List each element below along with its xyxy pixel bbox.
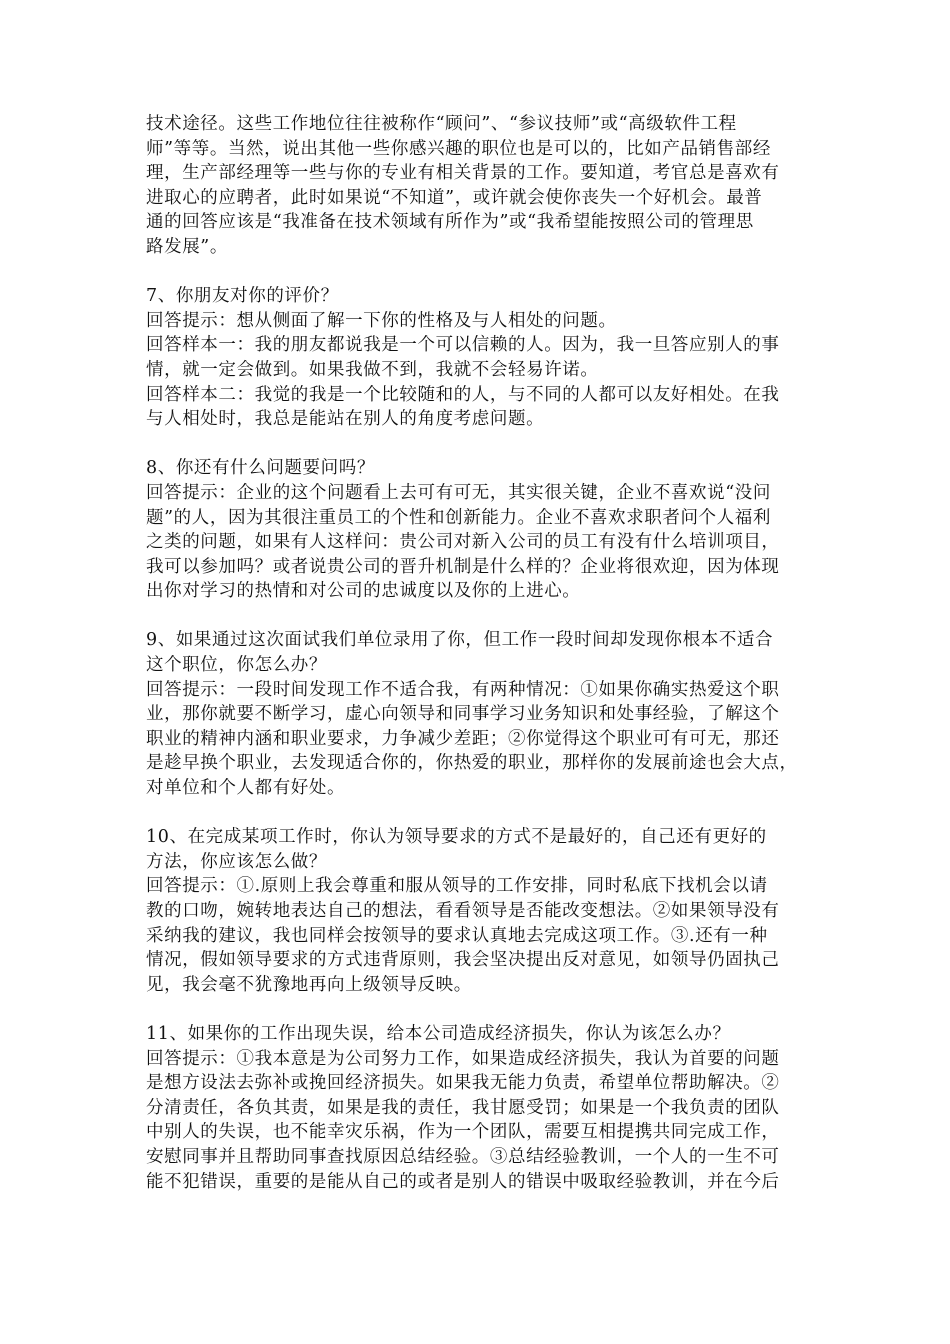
- text-line: 能不犯错误，重要的是能从自己的或者是别人的错误中吸取经验教训，并在今后: [146, 1171, 780, 1192]
- text-line: 安慰同事并且帮助同事查找原因总结经验。③总结经验教训，一个人的一生不可: [146, 1146, 780, 1167]
- text-line: 通的回答应该是“我准备在技术领域有所作为”或“我希望能按照公司的管理思: [146, 212, 754, 233]
- text-line: 职业的精神内涵和职业要求，力争减少差距；②你觉得这个职业可有可无，那还: [146, 728, 780, 749]
- text-line: 回答提示：①.原则上我会尊重和服从领导的工作安排，同时私底下找机会以请: [146, 876, 768, 897]
- text-line: 是想方设法去弥补或挽回经济损失。如果我无能力负责，希望单位帮助解决。②: [146, 1073, 780, 1094]
- text-block: [146, 456, 810, 604]
- text-line: 见，我会毫不犹豫地再向上级领导反映。: [146, 974, 472, 995]
- text-line: 10、在完成某项工作时，你认为领导要求的方式不是最好的，自己还有更好的: [146, 827, 767, 848]
- text-line: 情，就一定会做到。如果我做不到，我就不会轻易许诺。: [146, 359, 599, 380]
- text-line: 路发展”。: [146, 236, 228, 257]
- text-line: 中别人的失误，也不能幸灾乐祸，作为一个团队，需要互相提携共同完成工作，: [146, 1122, 780, 1143]
- text-block: [146, 112, 810, 260]
- text-line: 回答样本一：我的朋友都说我是一个可以信赖的人。因为，我一旦答应别人的事: [146, 335, 780, 356]
- text-line: 业，那你就要不断学习，虚心向领导和同事学习业务知识和处事经验，了解这个: [146, 704, 780, 725]
- text-line: 这个职位，你怎么办？: [146, 655, 327, 676]
- text-block: [146, 825, 810, 997]
- text-line: 教的口吻，婉转地表达自己的想法，看看领导是否能改变想法。②如果领导没有: [146, 901, 780, 921]
- text-block: [146, 284, 810, 432]
- text-line: 对单位和个人都有好处。: [146, 778, 346, 799]
- text-line: 8、你还有什么问题要问吗？: [146, 458, 375, 479]
- text-line: 师”等等。当然，说出其他一些你感兴趣的职位也是可以的，比如产品销售部经: [146, 138, 771, 159]
- text-line: 方法，你应该怎么做？: [146, 851, 327, 872]
- text-line: 回答提示：企业的这个问题看上去可有可无，其实很关键，企业不喜欢说“没问: [146, 482, 771, 503]
- text-line: 情况，假如领导要求的方式违背原则，我会坚决提出反对意见，如领导仍固执己: [146, 950, 780, 971]
- text-line: 回答提示：想从侧面了解一下你的性格及与人相处的问题。: [146, 310, 617, 331]
- text-line: 回答提示：一段时间发现工作不适合我，有两种情况：①如果你确实热爱这个职: [146, 679, 780, 700]
- paragraph-gap: [146, 432, 810, 457]
- text-block: [146, 628, 810, 800]
- paragraph-gap: [146, 260, 810, 285]
- text-line: 技术途径。这些工作地位往往被称作“顾问”、“参议技师”或“高级软件工程: [146, 114, 737, 134]
- text-line: 题”的人，因为其很注重员工的个性和创新能力。企业不喜欢求职者问个人福利: [146, 507, 771, 528]
- text-line: 是趁早换个职业，去发现适合你的，你热爱的职业，那样你的发展前途也会大点，: [146, 753, 798, 774]
- text-line: 与人相处时，我总是能站在别人的角度考虑问题。: [146, 409, 545, 430]
- text-line: 出你对学习的热情和对公司的忠诚度以及你的上进心。: [146, 581, 581, 602]
- text-line: 11、如果你的工作出现失误，给本公司造成经济损失，你认为该怎么办？: [146, 1023, 731, 1044]
- text-block: [146, 1022, 810, 1194]
- text-line: 7、你朋友对你的评价？: [146, 286, 339, 307]
- text-line: 分清责任，各负其责，如果是我的责任，我甘愿受罚；如果是一个我负责的团队: [146, 1097, 780, 1118]
- text-line: 回答提示：①我本意是为公司努力工作，如果造成经济损失，我认为首要的问题: [146, 1048, 780, 1069]
- text-line: 我可以参加吗？或者说贵公司的晋升机制是什么样的？企业将很欢迎，因为体现: [146, 556, 780, 577]
- text-line: 采纳我的建议，我也同样会按领导的要求认真地去完成这项工作。③.还有一种: [146, 925, 768, 946]
- paragraph-gap: [146, 801, 810, 826]
- text-line: 回答样本二：我觉的我是一个比较随和的人，与不同的人都可以友好相处。在我: [146, 384, 780, 405]
- text-line: 9、如果通过这次面试我们单位录用了你，但工作一段时间却发现你根本不适合: [146, 630, 774, 651]
- text-line: 之类的问题，如果有人这样问：贵公司对新入公司的员工有没有什么培训项目，: [146, 532, 780, 553]
- paragraph-gap: [146, 604, 810, 629]
- paragraph-gap: [146, 997, 810, 1022]
- text-line: 进取心的应聘者，此时如果说“不知道”，或许就会使你丧失一个好机会。最普: [146, 187, 763, 208]
- text-line: 理，生产部经理等一些与你的专业有相关背景的工作。要知道，考官总是喜欢有: [146, 163, 780, 184]
- document-page: [146, 112, 810, 1194]
